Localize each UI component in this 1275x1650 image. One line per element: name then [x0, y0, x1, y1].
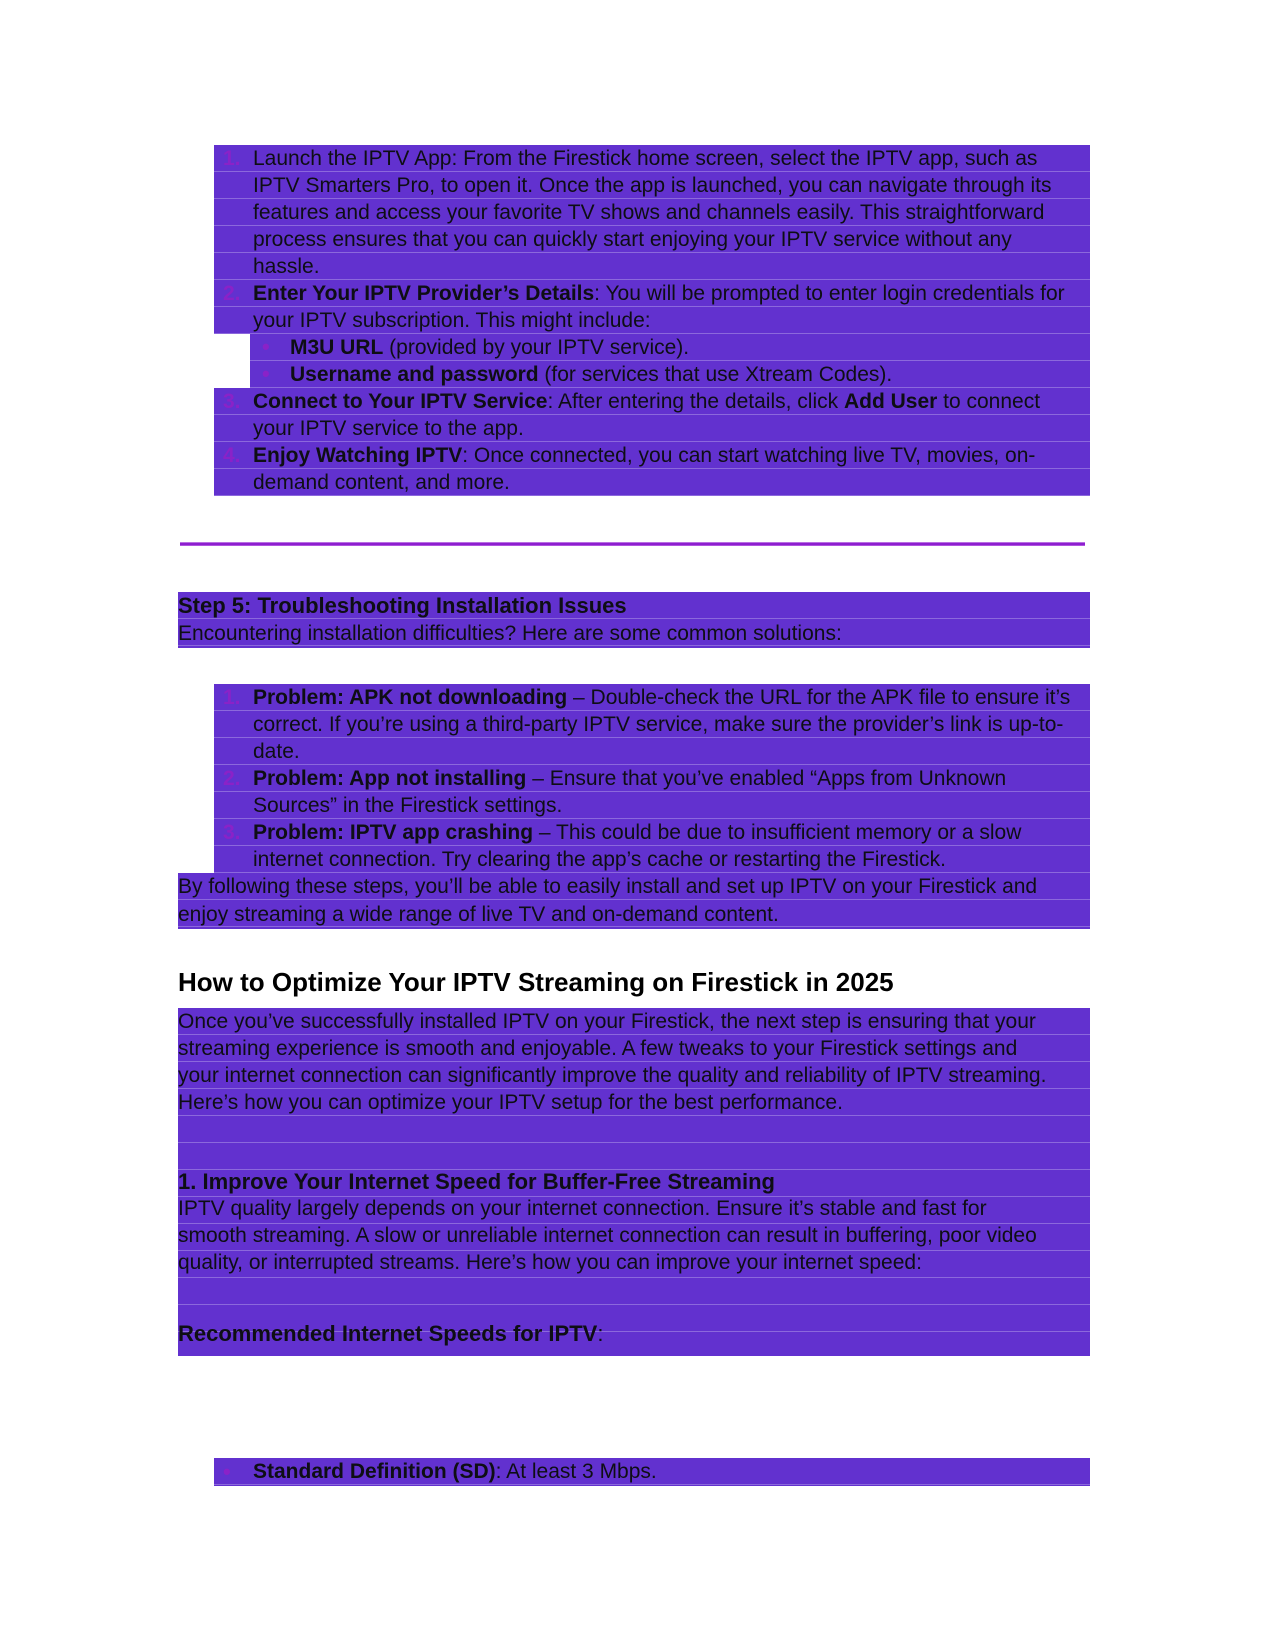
install-steps-list	[214, 145, 1090, 496]
list-number: 3.	[223, 390, 241, 413]
optimize-intro: Once you’ve successfully installed IPTV on your Firestick, the next step is ensuring that your streaming experience is smooth and enjoyable. A few tweaks to your Firestick settings and your internet connection can significantly improve the quality and reliability of IPTV streaming. Here’s how you can optimize your IPTV setup for the best performance.	[178, 1010, 1047, 1114]
bullet-icon: •	[262, 361, 270, 386]
list-item-text: : At least 3 Mbps.	[495, 1460, 657, 1483]
spacer	[178, 1116, 1090, 1168]
bullet-icon: •	[262, 334, 270, 359]
recommended-speeds-colon: :	[597, 1321, 604, 1346]
list-subitem-m3u-url	[250, 334, 1090, 361]
list-item-apk-not-downloading	[214, 684, 1090, 765]
troubleshooting-list	[214, 684, 1090, 873]
list-item-text: – Ensure that you’ve enabled “Apps from Unknown Sources” in the Firestick settings.	[253, 767, 1007, 817]
list-item-lead: Enter Your IPTV Provider’s Details	[253, 282, 595, 305]
inline-bold-add-user: Add User	[843, 390, 938, 413]
list-item-lead: Problem: APK not downloading	[253, 686, 568, 709]
recommended-speeds-label: Recommended Internet Speeds for IPTV	[178, 1321, 598, 1346]
list-item-lead: Connect to Your IPTV Service	[253, 390, 548, 413]
improve-speed-heading: 1. Improve Your Internet Speed for Buffer-Free Streaming	[178, 1169, 775, 1194]
list-item-sd-speed	[214, 1458, 1090, 1486]
list-item-text: : Once connected, you can start watching live TV, movies, on-demand content, and more.	[253, 444, 1036, 494]
list-item-lead: Problem: App not installing	[253, 767, 527, 790]
list-number: 1.	[223, 686, 241, 709]
list-subitem-username-password	[250, 361, 1090, 388]
list-item-launch-app	[214, 145, 1090, 280]
list-item-lead: Problem: IPTV app crashing	[253, 821, 534, 844]
spacer	[178, 1276, 1090, 1320]
list-item-text: to connect your IPTV service to the app.	[253, 390, 1041, 440]
bullet-icon: •	[223, 1459, 231, 1484]
list-item-connect-service	[214, 388, 1090, 442]
list-item-enter-details	[214, 280, 1090, 334]
list-item-lead: Enjoy Watching IPTV	[253, 444, 463, 467]
section-divider	[180, 542, 1085, 546]
subitem-lead: Username and password	[290, 363, 539, 386]
closing-text: By following these steps, you’ll be able to easily install and set up IPTV on your Firestick and enjoy streaming a wide range of live TV and on-demand content.	[178, 875, 1038, 926]
list-item-app-crashing	[214, 819, 1090, 873]
list-item-app-not-installing	[214, 765, 1090, 819]
step5-section-header	[178, 592, 1090, 648]
list-item-enjoy-watching	[214, 442, 1090, 496]
list-item-text: : After entering the details, click	[547, 390, 844, 413]
subitem-text: (for services that use Xtream Codes).	[538, 363, 893, 386]
subitem-text: (provided by your IPTV service).	[383, 336, 690, 359]
list-item-lead: Standard Definition (SD)	[253, 1460, 496, 1483]
list-item-text: – Double-check the URL for the APK file to ensure it’s correct. If you’re using a third-party IPTV service, make sure the provider’s link is up-to-date.	[253, 686, 1071, 763]
speed-bullet-list	[214, 1458, 1090, 1486]
step5-title: Step 5: Troubleshooting Installation Issues	[178, 593, 627, 618]
closing-paragraph	[178, 873, 1090, 929]
optimize-section	[178, 1008, 1090, 1356]
article-title: How to Optimize Your IPTV Streaming on Firestick in 2025	[178, 967, 894, 997]
list-number: 2.	[223, 282, 241, 305]
list-number: 4.	[223, 444, 241, 467]
list-item-text: Launch the IPTV App: From the Firestick home screen, select the IPTV app, such as IPTV Smarters Pro, to open it. Once the app is launched, you can navigate through its features and access your favorite TV shows and channels easily. This straightforward process ensures that you can quickly start enjoying your IPTV service without any hassle.	[253, 147, 1052, 278]
recommended-speeds-heading	[178, 1320, 1090, 1348]
list-number: 3.	[223, 821, 241, 844]
improve-speed-body: IPTV quality largely depends on your internet connection. Ensure it’s stable and fast for smooth streaming. A slow or unreliable internet connection can result in buffering, poor video quality, or interrupted streams. Here’s how you can improve your internet speed:	[178, 1197, 1037, 1274]
step5-intro: Encountering installation difficulties? Here are some common solutions:	[178, 622, 842, 645]
list-number: 2.	[223, 767, 241, 790]
list-number: 1.	[223, 147, 241, 170]
list-item-text: : You will be prompted to enter login credentials for your IPTV subscription. This might include:	[253, 282, 1065, 332]
list-item-text: – This could be due to insufficient memory or a slow internet connection. Try clearing the app’s cache or restarting the Firestick.	[253, 821, 1022, 871]
subitem-lead: M3U URL	[290, 336, 384, 359]
